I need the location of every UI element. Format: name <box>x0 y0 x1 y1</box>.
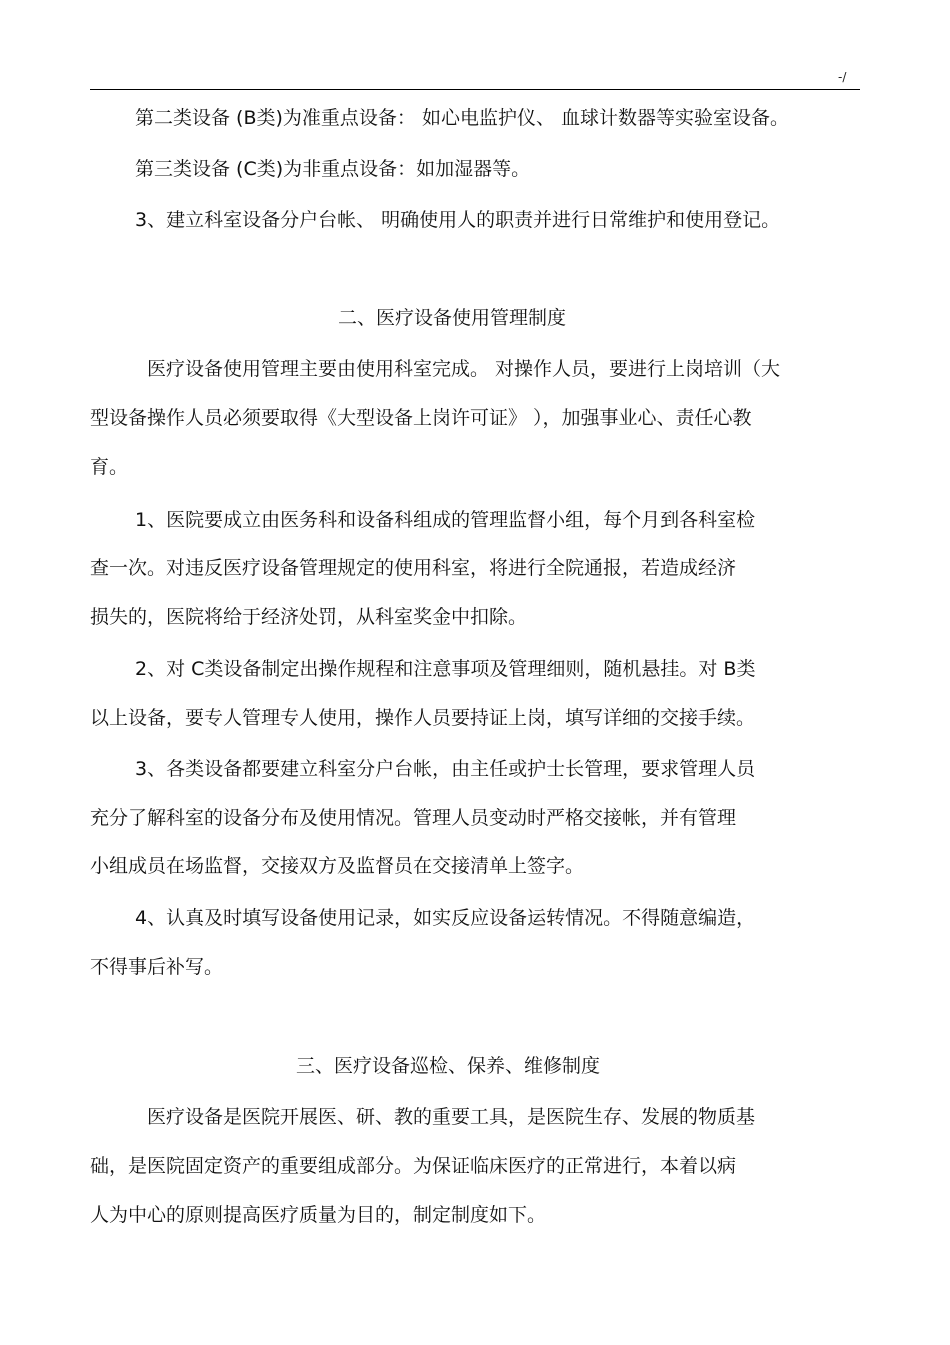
text-line: 型设备操作人员必须要取得《大型设备上岗许可证》 ），加强事业心、责任心教 <box>90 407 752 429</box>
text-line: 小组成员在场监督，交接双方及监督员在交接清单上签字。 <box>90 855 585 877</box>
text-line: 础，是医院固定资产的重要组成部分。为保证临床医疗的正常进行，本着以病 <box>90 1155 737 1177</box>
text-line: 充分了解科室的设备分布及使用情况。管理人员变动时严格交接帐，并有管理 <box>90 807 737 829</box>
text-line: 3、各类设备都要建立科室分户台帐，由主任或护士长管理，要求管理人员 <box>135 758 756 780</box>
text-line: 育。 <box>90 456 129 478</box>
text-line: 医疗设备是医院开展医、研、教的重要工具，是医院生存、发展的物质基 <box>147 1106 756 1128</box>
text-line: 不得事后补写。 <box>90 956 224 978</box>
text-line: 4、认真及时填写设备使用记录，如实反应设备运转情况。不得随意编造， <box>135 907 756 929</box>
header-rule <box>90 89 860 90</box>
text-line: 查一次。对违反医疗设备管理规定的使用科室，将进行全院通报，若造成经济 <box>90 557 737 579</box>
section-heading: 二、医疗设备使用管理制度 <box>338 307 567 329</box>
text-line: 2、对 C类设备制定出操作规程和注意事项及管理细则，随机悬挂。对 B类 <box>135 658 756 680</box>
text-line: 人为中心的原则提高医疗质量为目的，制定制度如下。 <box>90 1204 547 1226</box>
text-line: 以上设备，要专人管理专人使用，操作人员要持证上岗，填写详细的交接手续。 <box>90 707 756 729</box>
text-line: 第三类设备 (C类)为非重点设备：如加湿器等。 <box>135 158 531 180</box>
text-line: 损失的，医院将给于经济处罚，从科室奖金中扣除。 <box>90 606 528 628</box>
text-line: 第二类设备 (B类)为准重点设备： 如心电监护仪、 血球计数器等实验室设备。 <box>135 107 789 129</box>
text-line: 1、医院要成立由医务科和设备科组成的管理监督小组，每个月到各科室检 <box>135 509 756 531</box>
text-line: 医疗设备使用管理主要由使用科室完成。 对操作人员，要进行上岗培训（大 <box>147 358 781 380</box>
section-heading: 三、医疗设备巡检、保养、维修制度 <box>296 1055 601 1077</box>
header-mark: -/ <box>838 70 847 84</box>
text-line: 3、建立科室设备分户台帐、 明确使用人的职责并进行日常维护和使用登记。 <box>135 209 781 231</box>
